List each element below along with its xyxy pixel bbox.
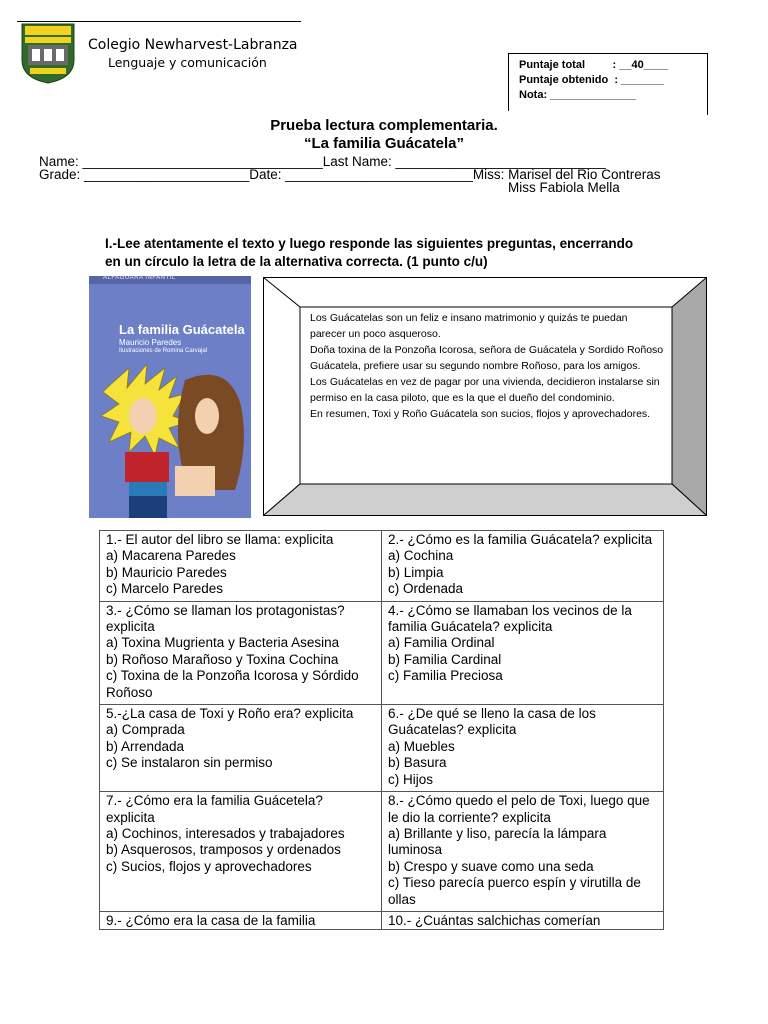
- answer-option[interactable]: a) Brillante y liso, parecía la lámpara luminosa: [388, 825, 607, 858]
- score-box-edge: [707, 53, 708, 115]
- answer-option[interactable]: c) Tieso parecía puerco espín y virutilla de ollas: [388, 875, 641, 907]
- passage-paragraph: Doña toxina de la Ponzoña Icorosa, señora de Guácatela y Sordido Roñoso Guácatela, prefiere usar su segundo nombre Roñoso, para los amigos.: [310, 344, 664, 372]
- score-obtained: Puntaje obtenido : _______: [519, 74, 664, 86]
- question-text: 1.- El autor del libro se llama: explicita: [106, 532, 334, 547]
- question-text: 6.- ¿De qué se lleno la casa de los Guácatelas? explicita: [388, 706, 596, 738]
- answer-option[interactable]: b) Asquerosos, tramposos y ordenados: [106, 842, 341, 858]
- cover-illustration: [89, 276, 251, 518]
- passage-paragraph: Los Guácatelas en vez de pagar por una vivienda, decidieron instalarse sin permiso en la casa piloto, que es la que el dueño del condominio.: [310, 376, 660, 404]
- answer-option[interactable]: a) Cochinos, interesados y trabajadores: [106, 825, 345, 841]
- instructions: I.-Lee atentamente el texto y luego responde las siguientes preguntas, encerrando en un círculo la letra de la alternativa correcta. (1 punto c/u): [105, 236, 634, 269]
- answer-option[interactable]: c) Se instalaron sin permiso: [106, 755, 273, 771]
- question-text: 2.- ¿Cómo es la familia Guácatela? explicita: [388, 532, 653, 547]
- answer-option[interactable]: c) Hijos: [388, 771, 434, 787]
- book-title: “La familia Guácatela”: [303, 135, 465, 152]
- subject-name: Lenguaje y comunicación: [108, 55, 267, 70]
- answer-option[interactable]: b) Arrendada: [106, 738, 185, 754]
- question-text: 3.- ¿Cómo se llaman los protagonistas? explicita: [106, 602, 345, 635]
- answer-option[interactable]: a) Toxina Mugrienta y Bacteria Asesina: [106, 635, 340, 651]
- score-total: Puntaje total : __40____: [519, 59, 669, 71]
- answer-option[interactable]: b) Roñoso Marañoso y Toxina Cochina: [106, 651, 339, 667]
- question-text: 5.-¿La casa de Toxi y Roño era? explicita: [106, 706, 354, 722]
- answer-option[interactable]: b) Crespo y suave como una seda: [388, 858, 594, 874]
- teacher-line: Miss Fabiola Mella: [508, 180, 620, 195]
- cover-author: Mauricio Paredes: [119, 338, 182, 347]
- name-line: Name: ________________________________Last Name: ____________________________: [39, 154, 606, 169]
- school-logo: [18, 22, 78, 84]
- question-1: [100, 531, 382, 602]
- answer-option[interactable]: a) Cochina: [388, 548, 454, 564]
- answer-option[interactable]: a) Muebles: [388, 738, 455, 754]
- score-box: [508, 53, 708, 111]
- answer-option[interactable]: c) Ordenada: [388, 581, 464, 597]
- answer-option[interactable]: b) Limpia: [388, 564, 444, 580]
- answer-option[interactable]: b) Familia Cardinal: [388, 651, 502, 667]
- answer-option[interactable]: c) Toxina de la Ponzoña Icorosa y Sórdido Roñoso: [106, 668, 359, 700]
- question-9: [100, 911, 382, 929]
- book-cover-image: [89, 276, 251, 518]
- answer-option[interactable]: a) Familia Ordinal: [388, 635, 495, 651]
- answer-option[interactable]: a) Comprada: [106, 722, 185, 738]
- exam-title: Prueba lectura complementaria.: [270, 117, 498, 134]
- passage-text: [310, 310, 665, 422]
- cover-title: La familia Guácatela: [119, 322, 245, 337]
- questions-table: [99, 530, 664, 930]
- answer-option[interactable]: c) Sucios, flojos y aprovechadores: [106, 858, 312, 874]
- question-text: 10.- ¿Cuántas salchichas comerían: [388, 912, 601, 928]
- question-text: 9.- ¿Cómo era la casa de la familia: [106, 912, 316, 928]
- question-text: 7.- ¿Cómo era la familia Guácetela? explicita: [106, 793, 323, 825]
- question-7: [100, 792, 382, 912]
- passage-paragraph: Los Guácatelas son un feliz e insano matrimonio y quizás te puedan parecer un poco asqueroso.: [310, 312, 628, 340]
- cover-publisher: ALFAGUARA INFANTIL: [103, 276, 176, 281]
- question-5: [100, 705, 382, 792]
- question-text: 8.- ¿Cómo quedo el pelo de Toxi, luego que le dio la corriente? explicita: [388, 793, 650, 825]
- question-8: [382, 792, 664, 912]
- answer-option[interactable]: b) Basura: [388, 755, 447, 771]
- cover-illustrator: Ilustraciones de Romina Carvajal: [119, 348, 208, 354]
- question-3: [100, 601, 382, 704]
- passage-paragraph: En resumen, Toxi y Roño Guácatela son sucios, flojos y aprovechadores.: [310, 408, 651, 420]
- question-10: [382, 911, 664, 929]
- question-text: 4.- ¿Cómo se llamaban los vecinos de la familia Guácatela? explicita: [388, 602, 632, 635]
- question-4: [382, 601, 664, 704]
- answer-option[interactable]: a) Macarena Paredes: [106, 548, 236, 564]
- school-name: Colegio Newharvest-Labranza: [88, 37, 298, 53]
- answer-option[interactable]: c) Marcelo Paredes: [106, 581, 224, 597]
- grade-date-line: Grade: ______________________Date: _________________________Miss: Marisel del Rio Contreras: [39, 167, 661, 182]
- question-6: [382, 705, 664, 792]
- score-grade: Nota: ______________: [519, 89, 636, 101]
- question-2: [382, 531, 664, 602]
- answer-option[interactable]: b) Mauricio Paredes: [106, 564, 227, 580]
- answer-option[interactable]: c) Familia Preciosa: [388, 668, 503, 684]
